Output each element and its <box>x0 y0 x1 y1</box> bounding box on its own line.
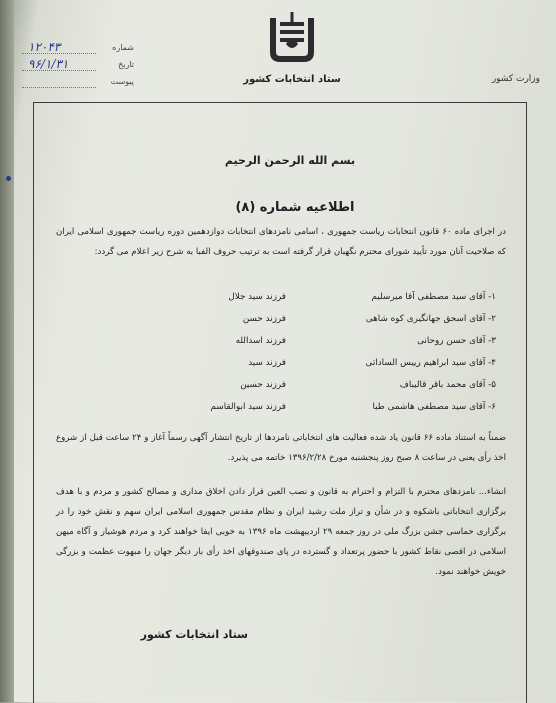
intro-paragraph: در اجرای ماده ۶۰ قانون انتخابات ریاست جمهوری ، اسامی نامزدهای انتخابات دوازدهمین دوره ریاست جمهوری اسلامی ایران که صلاحیت آنان مورد تأیید شورای محترم نگهبان قرار گرفته است به ترتیب حروف الفبا به شرح زیر اعلام می گردد: <box>56 227 507 257</box>
candidate-list <box>60 292 496 422</box>
campaign-paragraph: ضمناً به استناد ماده ۶۶ قانون یاد شده فعالیت های انتخاباتی نامزدها از تاریخ انتشار آگهی رسماً آغاز و ۲۴ ساعت قبل از شروع اخذ رأی یعنی در ساعت ۸ صبح روز پنجشنبه مورخ ۱۳۹۶/۲/۲۸ خاتمه می پذیرد. <box>56 433 506 463</box>
candidate-father: فرزند حسن <box>242 314 286 324</box>
ministry-label: وزارت کشور <box>491 74 540 84</box>
candidate-father: فرزند اسدالله <box>235 336 286 346</box>
announcement-title: اطلاعیه شماره (۸) <box>235 200 355 215</box>
candidate-father: فرزند سید جلال <box>228 292 286 302</box>
candidate-father: فرزند سید ابوالقاسم <box>210 402 286 412</box>
reg-date-label: تاریخ <box>118 60 134 69</box>
candidate-father: فرزند سید <box>248 358 286 368</box>
candidate-name: ۶- آقای سید مصطفی هاشمی طبا <box>372 402 496 412</box>
election-emblem-icon <box>258 8 326 68</box>
ink-mark <box>6 176 11 181</box>
candidate-name: ۳- آقای حسن روحانی <box>417 336 496 346</box>
closing-paragraph: انشاء... نامزدهای محترم با التزام و احترام به قانون و نصب العین قرار دادن اخلاق مداری و مصالح کشور و مردم و با هدف برگزاری انتخاباتی باشکوه و در شأن و تراز ملت رشید ایران و نظام مقدس جمهوری اسلامی ایران سهم و نقش خود را در برگزاری حماسی جشن بزرگ ملی در روز جمعه ۲۹ اردیبهشت ماه ۱۳۹۶ به خوبی ایفا خواهند کرد و مردم هوشیار و آگاه میهن اسلامی در اقصی نقاط کشور با حضور پرتعداد و گسترده در پای صندوقهای اخذ رأی بار دیگر جهان را مبهوت عظمت و بزرگی خویش خواهند نمود. <box>56 487 506 577</box>
reg-attachment-row <box>16 74 136 90</box>
reg-date-value: ۹۶/۱/۳۱ <box>28 57 69 71</box>
org-name: ستاد انتخابات کشور <box>243 74 341 85</box>
list-item <box>60 358 496 376</box>
candidate-name: ۱- آقای سید مصطفی آقا میرسلیم <box>371 292 496 302</box>
candidate-father: فرزند حسین <box>240 380 286 390</box>
reg-attachment-label: پیوست <box>110 77 134 86</box>
candidate-name: ۴- آقای سید ابراهیم رییس الساداتی <box>365 358 496 368</box>
reg-number-line <box>22 53 96 54</box>
reg-attachment-line <box>22 87 96 88</box>
reg-number-value: ۱۲۰۴۳ <box>28 40 61 54</box>
list-item <box>60 336 496 354</box>
reg-date-line <box>22 70 96 71</box>
list-item <box>60 402 496 420</box>
list-item <box>60 380 496 398</box>
basmala: بسم الله الرحمن الرحیم <box>224 154 356 167</box>
reg-date-row <box>16 57 136 73</box>
reg-number-label: شماره <box>112 43 134 52</box>
candidate-name: ۵- آقای محمد باقر قالیباف <box>399 380 496 390</box>
list-item <box>60 314 496 332</box>
reg-number-row <box>16 40 136 56</box>
paper-fold-shadow <box>0 0 14 702</box>
signature-org: ستاد انتخابات کشور <box>140 628 248 641</box>
list-item <box>60 292 496 310</box>
candidate-name: ۲- آقای اسحق جهانگیری کوه شاهی <box>365 314 496 324</box>
